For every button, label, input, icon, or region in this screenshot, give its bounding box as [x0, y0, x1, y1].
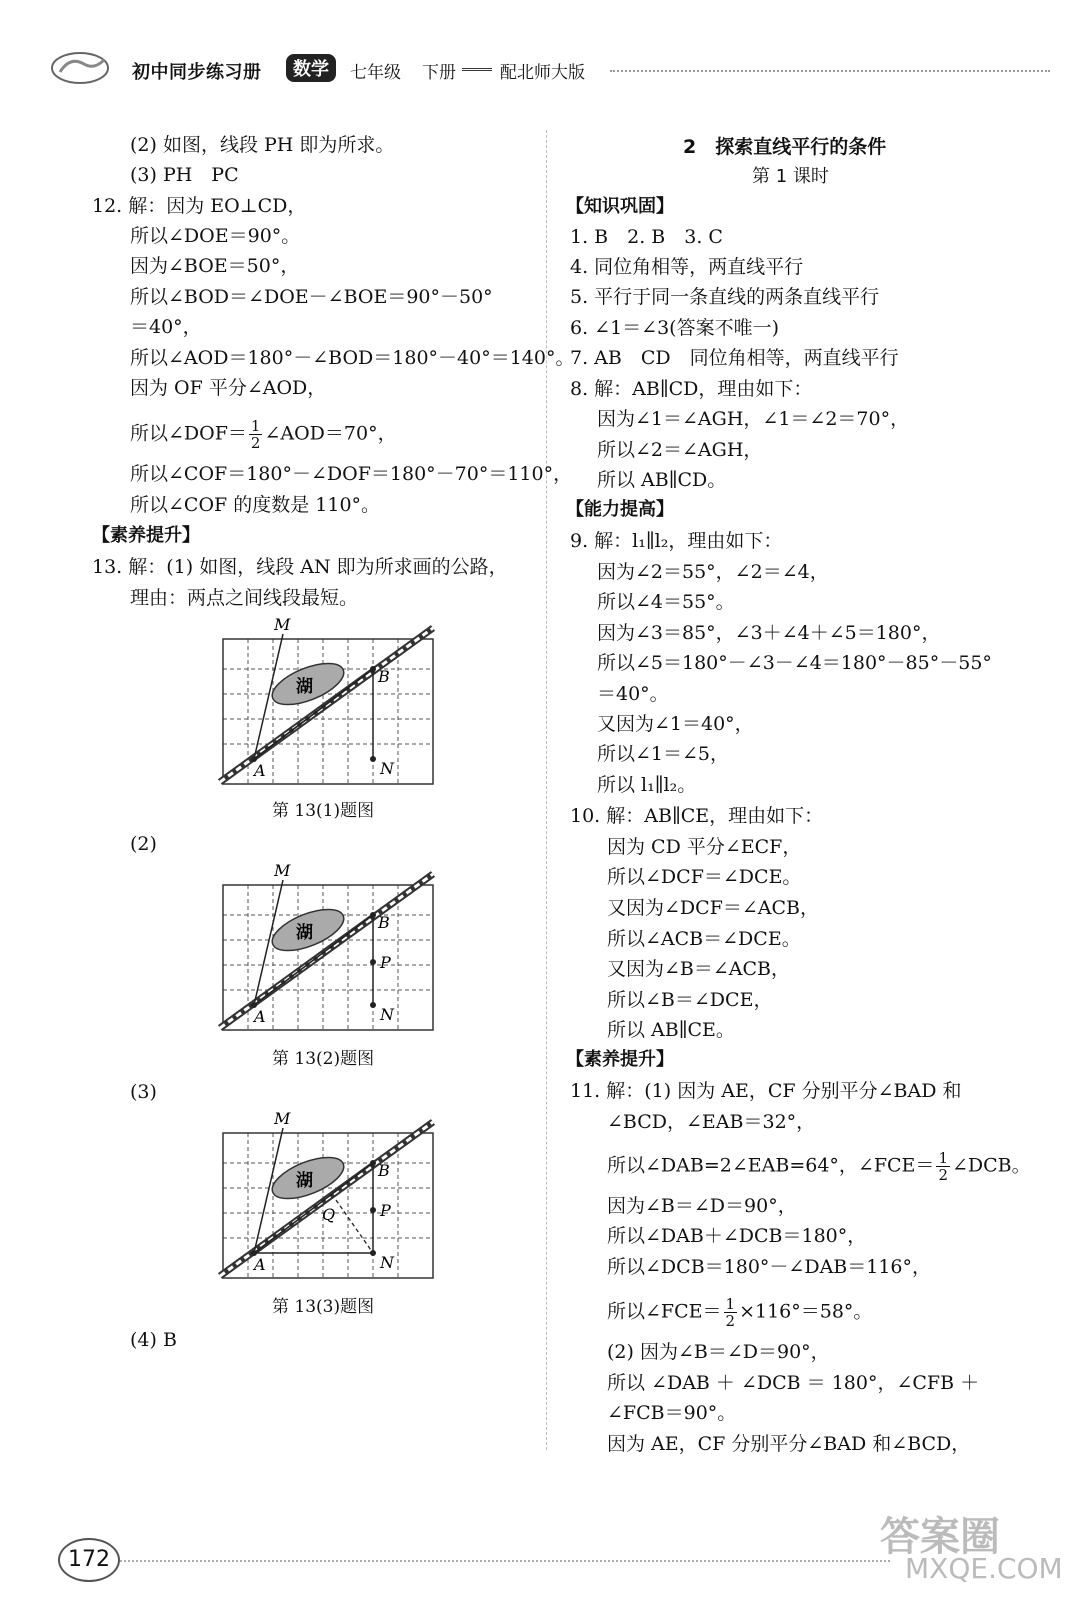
figure-caption: 第 13(3)题图	[272, 1297, 375, 1317]
label-A: A	[254, 1007, 266, 1026]
label-lake: 湖	[296, 677, 313, 697]
label-B: B	[378, 1161, 390, 1180]
answer-line: 又因为∠B＝∠ACB，	[607, 958, 791, 980]
answer-line: (2)	[130, 833, 157, 855]
answer-line: (3) PH PC	[130, 164, 239, 186]
label-P: P	[380, 1201, 391, 1220]
label-N: N	[380, 1253, 394, 1272]
edition-label: 配北师大版	[500, 63, 585, 83]
section-heading: 【素养提升】	[566, 1049, 674, 1070]
header-divider	[462, 68, 492, 71]
label-lake: 湖	[296, 923, 313, 943]
answer-line: 所以∠5＝180°－∠3－∠4＝180°－85°－55°	[597, 652, 992, 674]
label-A: A	[254, 761, 266, 780]
volume-label: 下册	[422, 63, 456, 83]
answer-line: 因为∠1＝∠AGH，∠1＝∠2＝70°，	[597, 408, 910, 430]
answer-line: 因为 CD 平分∠ECF，	[607, 836, 802, 858]
answer-line-fraction: 所以∠DOF＝ $\frac{1}{2}$ ∠AOD＝70°，	[130, 417, 397, 452]
fraction: $\frac{1}{2}$	[250, 417, 261, 452]
book-title: 初中同步练习册	[132, 62, 262, 83]
section-heading: 【知识巩固】	[566, 196, 674, 217]
label-lake: 湖	[296, 1171, 313, 1191]
answer-line-fraction: 所以∠DAB=2∠EAB=64°，∠FCE＝ $\frac{1}{2}$ ∠DCB。	[607, 1149, 1031, 1184]
answer-line: 所以∠DCB＝180°－∠DAB＝116°，	[607, 1256, 932, 1278]
answer-line: 因为∠B＝∠D＝90°，	[607, 1195, 797, 1217]
answer-line: 所以 AB∥CD。	[597, 469, 727, 491]
section-heading: 【素养提升】	[92, 525, 200, 546]
answer-line: 又因为∠DCF＝∠ACB，	[607, 897, 820, 919]
label-Q: Q	[322, 1205, 336, 1224]
answer-line: 因为∠2＝55°，∠2＝∠4，	[597, 561, 829, 583]
footer-dotted-rule	[120, 1560, 890, 1562]
answer-line: 所以∠COF 的度数是 110°。	[130, 494, 381, 516]
answer-line: 因为 AE，CF 分别平分∠BAD 和∠BCD，	[607, 1433, 971, 1455]
answer-line: 8. 解：AB∥CD，理由如下：	[570, 378, 813, 400]
answer-line: 所以∠1＝∠5，	[597, 743, 730, 765]
answer-line: 6. ∠1＝∠3(答案不唯一)	[570, 317, 780, 339]
answer-line-fraction: 所以∠FCE＝ $\frac{1}{2}$ ×116°＝58°。	[607, 1295, 873, 1330]
column-divider	[546, 130, 547, 1450]
answer-line: 所以∠DAB＋∠DCB＝180°，	[607, 1225, 867, 1247]
lesson-subtitle: 第 1 课时	[752, 166, 829, 187]
answer-line: (2) 因为∠B＝∠D＝90°，	[607, 1341, 830, 1363]
answer-line: 因为∠BOE＝50°，	[130, 255, 300, 277]
answer-line: 所以∠ACB＝∠DCE。	[607, 928, 801, 950]
fraction: $\frac{1}{2}$	[938, 1149, 948, 1184]
label-M: M	[274, 615, 291, 634]
answer-line: 12. 解：因为 EO⊥CD，	[92, 195, 307, 217]
answer-line: (4) B	[130, 1329, 177, 1351]
fraction: $\frac{1}{2}$	[725, 1295, 736, 1330]
answer-line: 所以∠BOD＝∠DOE－∠BOE＝90°－50°	[130, 286, 493, 308]
page-header	[50, 48, 1050, 88]
answer-line: 所以∠B＝∠DCE，	[607, 989, 773, 1011]
answer-line: 7. AB CD 同位角相等，两直线平行	[570, 347, 899, 369]
watermark-url: MXQE.COM	[905, 1552, 1063, 1585]
grade-label: 七年级	[350, 63, 401, 83]
answer-line: 理由：两点之间线段最短。	[130, 587, 359, 609]
answer-line: 又因为∠1＝40°，	[597, 713, 754, 735]
answer-line: 所以 l₁∥l₂。	[597, 774, 697, 796]
label-N: N	[380, 1005, 394, 1024]
label-N: N	[380, 759, 394, 778]
figure-13-3	[218, 1108, 438, 1283]
answer-line: 所以∠2＝∠AGH，	[597, 439, 763, 461]
label-B: B	[378, 913, 390, 932]
answer-line: 因为∠3＝85°，∠3＋∠4＋∠5＝180°，	[597, 622, 941, 644]
answer-line: (2) 如图，线段 PH 即为所求。	[130, 134, 395, 156]
figure-caption: 第 13(2)题图	[272, 1049, 375, 1069]
answer-line: 所以∠DCF＝∠DCE。	[607, 866, 802, 888]
header-dotted-rule	[610, 70, 1050, 72]
page-number: 172	[58, 1538, 120, 1582]
answer-line: 9. 解：l₁∥l₂，理由如下：	[570, 530, 783, 552]
label-A: A	[254, 1255, 266, 1274]
figure-13-1	[218, 614, 438, 789]
subject-badge: 数学	[286, 54, 336, 82]
answer-line: ∠FCB＝90°。	[607, 1402, 737, 1424]
series-logo-icon	[50, 50, 112, 86]
answer-line: 5. 平行于同一条直线的两条直线平行	[570, 286, 880, 308]
figure-13-2	[218, 860, 438, 1035]
label-M: M	[274, 1109, 291, 1128]
answer-line: ＝40°。	[597, 683, 669, 705]
answer-line: 所以∠DOE＝90°。	[130, 225, 301, 247]
label-M: M	[274, 861, 291, 880]
label-P: P	[380, 953, 391, 972]
answer-line: ∠BCD，∠EAB＝32°，	[607, 1111, 816, 1133]
answer-line: 11. 解：(1) 因为 AE，CF 分别平分∠BAD 和	[570, 1080, 962, 1102]
answer-line: 因为 OF 平分∠AOD，	[130, 377, 327, 399]
label-B: B	[378, 667, 390, 686]
answer-line: 所以 AB∥CE。	[607, 1019, 735, 1041]
answer-line: 所以 ∠DAB ＋ ∠DCB ＝ 180°，∠CFB ＋	[607, 1372, 980, 1394]
answer-line: 所以∠COF＝180°－∠DOF＝180°－70°＝110°，	[130, 463, 573, 485]
answer-line: 13. 解：(1) 如图，线段 AN 即为所求画的公路，	[92, 556, 508, 578]
section-heading: 【能力提高】	[566, 499, 674, 520]
answer-line: (3)	[130, 1081, 157, 1103]
answer-line: ＝40°，	[130, 316, 202, 338]
watermark: 答案圈	[880, 1514, 1000, 1560]
figure-caption: 第 13(1)题图	[272, 801, 375, 821]
answer-line: 4. 同位角相等，两直线平行	[570, 256, 804, 278]
answer-line: 1. B 2. B 3. C	[570, 226, 723, 248]
answer-line: 10. 解：AB∥CE，理由如下：	[570, 805, 824, 827]
answer-line: 所以∠4＝55°。	[597, 591, 735, 613]
section-title: 2 探索直线平行的条件	[683, 136, 887, 158]
answer-line: 所以∠AOD＝180°－∠BOD＝180°－40°＝140°。	[130, 347, 575, 369]
